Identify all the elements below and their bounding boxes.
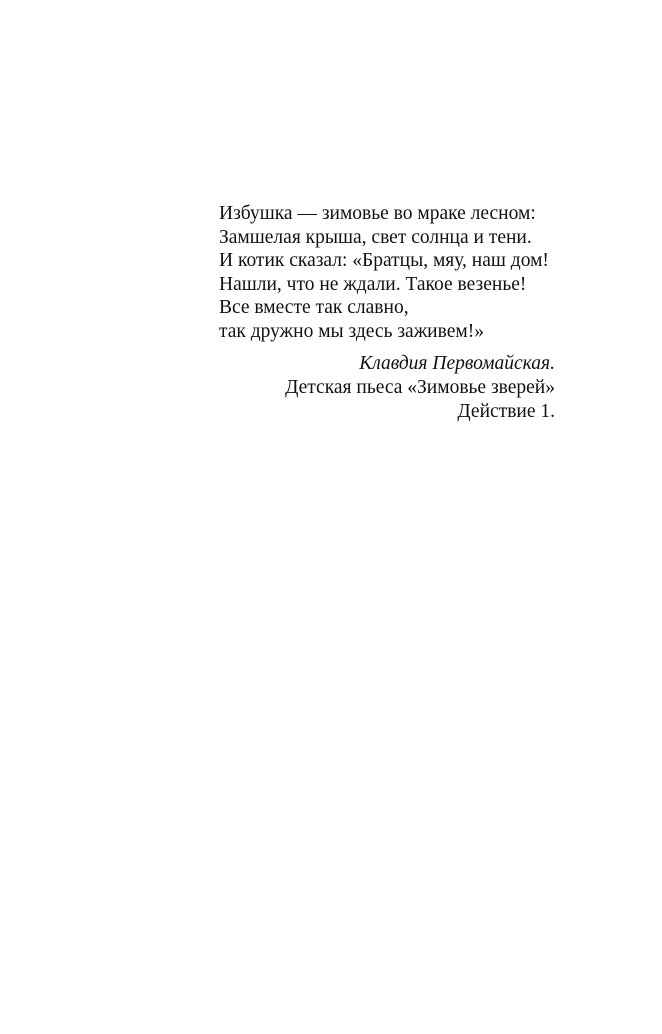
- verse-line-2: Замшелая крыша, свет солнца и тени.: [219, 226, 532, 248]
- epigraph-source: Детская пьеса «Зимовье зверей»: [285, 376, 555, 398]
- epigraph-act: Действие 1.: [457, 400, 555, 422]
- verse: [219, 202, 555, 344]
- epigraph: [219, 202, 555, 424]
- verse-line-6: так дружно мы здесь заживем!»: [219, 320, 484, 342]
- verse-line-4: Нашли, что не ждали. Такое везенье!: [219, 273, 527, 295]
- attribution: [219, 352, 555, 424]
- verse-line-3: И котик сказал: «Братцы, мяу, наш дом!: [219, 250, 549, 272]
- verse-line-5: Все вместе так славно,: [219, 297, 409, 319]
- verse-line-1: Избушка — зимовье во мраке лесном:: [219, 203, 536, 224]
- epigraph-author: Клавдия Первомайская.: [359, 352, 555, 374]
